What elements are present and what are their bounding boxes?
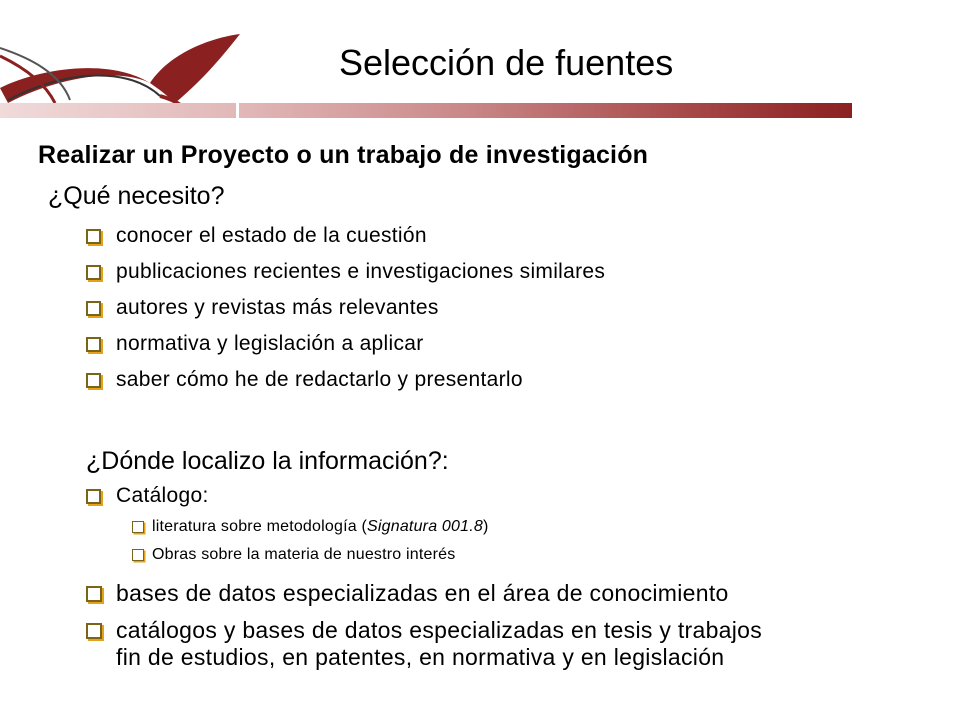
sublist-item: literatura sobre metodología (Signatura 001.8) — [132, 518, 489, 546]
list-item: bases de datos especializadas en el área de conocimiento — [86, 580, 946, 607]
checkbox-square-icon — [86, 623, 102, 639]
checkbox-square-icon — [86, 301, 101, 316]
list-item: catálogos y bases de datos especializadas en tesis y trabajos fin de estudios, en patentes, en normativa y en legislación — [86, 617, 946, 671]
question-what-needed: ¿Qué necesito? — [48, 182, 225, 210]
checkbox-square-icon — [132, 549, 144, 561]
checkbox-square-icon — [86, 586, 102, 602]
section-heading: Realizar un Proyecto o un trabajo de investigación — [38, 141, 649, 169]
checkbox-square-icon — [86, 337, 101, 352]
question-where-locate: ¿Dónde localizo la información?: — [86, 447, 449, 475]
title-underline-bar — [0, 103, 852, 118]
checkbox-square-icon — [132, 521, 144, 533]
title-bar-separator — [236, 103, 239, 118]
sublist-item: Obras sobre la materia de nuestro interés — [132, 546, 489, 574]
list-item: conocer el estado de la cuestión — [86, 224, 605, 260]
list-item: saber cómo he de redactarlo y presentarlo — [86, 368, 605, 404]
needs-list — [86, 224, 605, 404]
checkbox-square-icon — [86, 373, 101, 388]
slide-title: Selección de fuentes — [339, 42, 674, 83]
list-item-catalog: Catálogo: — [86, 484, 209, 514]
checkbox-square-icon — [86, 265, 101, 280]
sources-list — [86, 580, 946, 681]
list-item: publicaciones recientes e investigaciones similares — [86, 260, 605, 296]
catalog-list — [86, 484, 209, 514]
catalog-sublist — [132, 518, 489, 574]
list-item: normativa y legislación a aplicar — [86, 332, 605, 368]
list-item: autores y revistas más relevantes — [86, 296, 605, 332]
checkbox-square-icon — [86, 489, 101, 504]
checkbox-square-icon — [86, 229, 101, 244]
